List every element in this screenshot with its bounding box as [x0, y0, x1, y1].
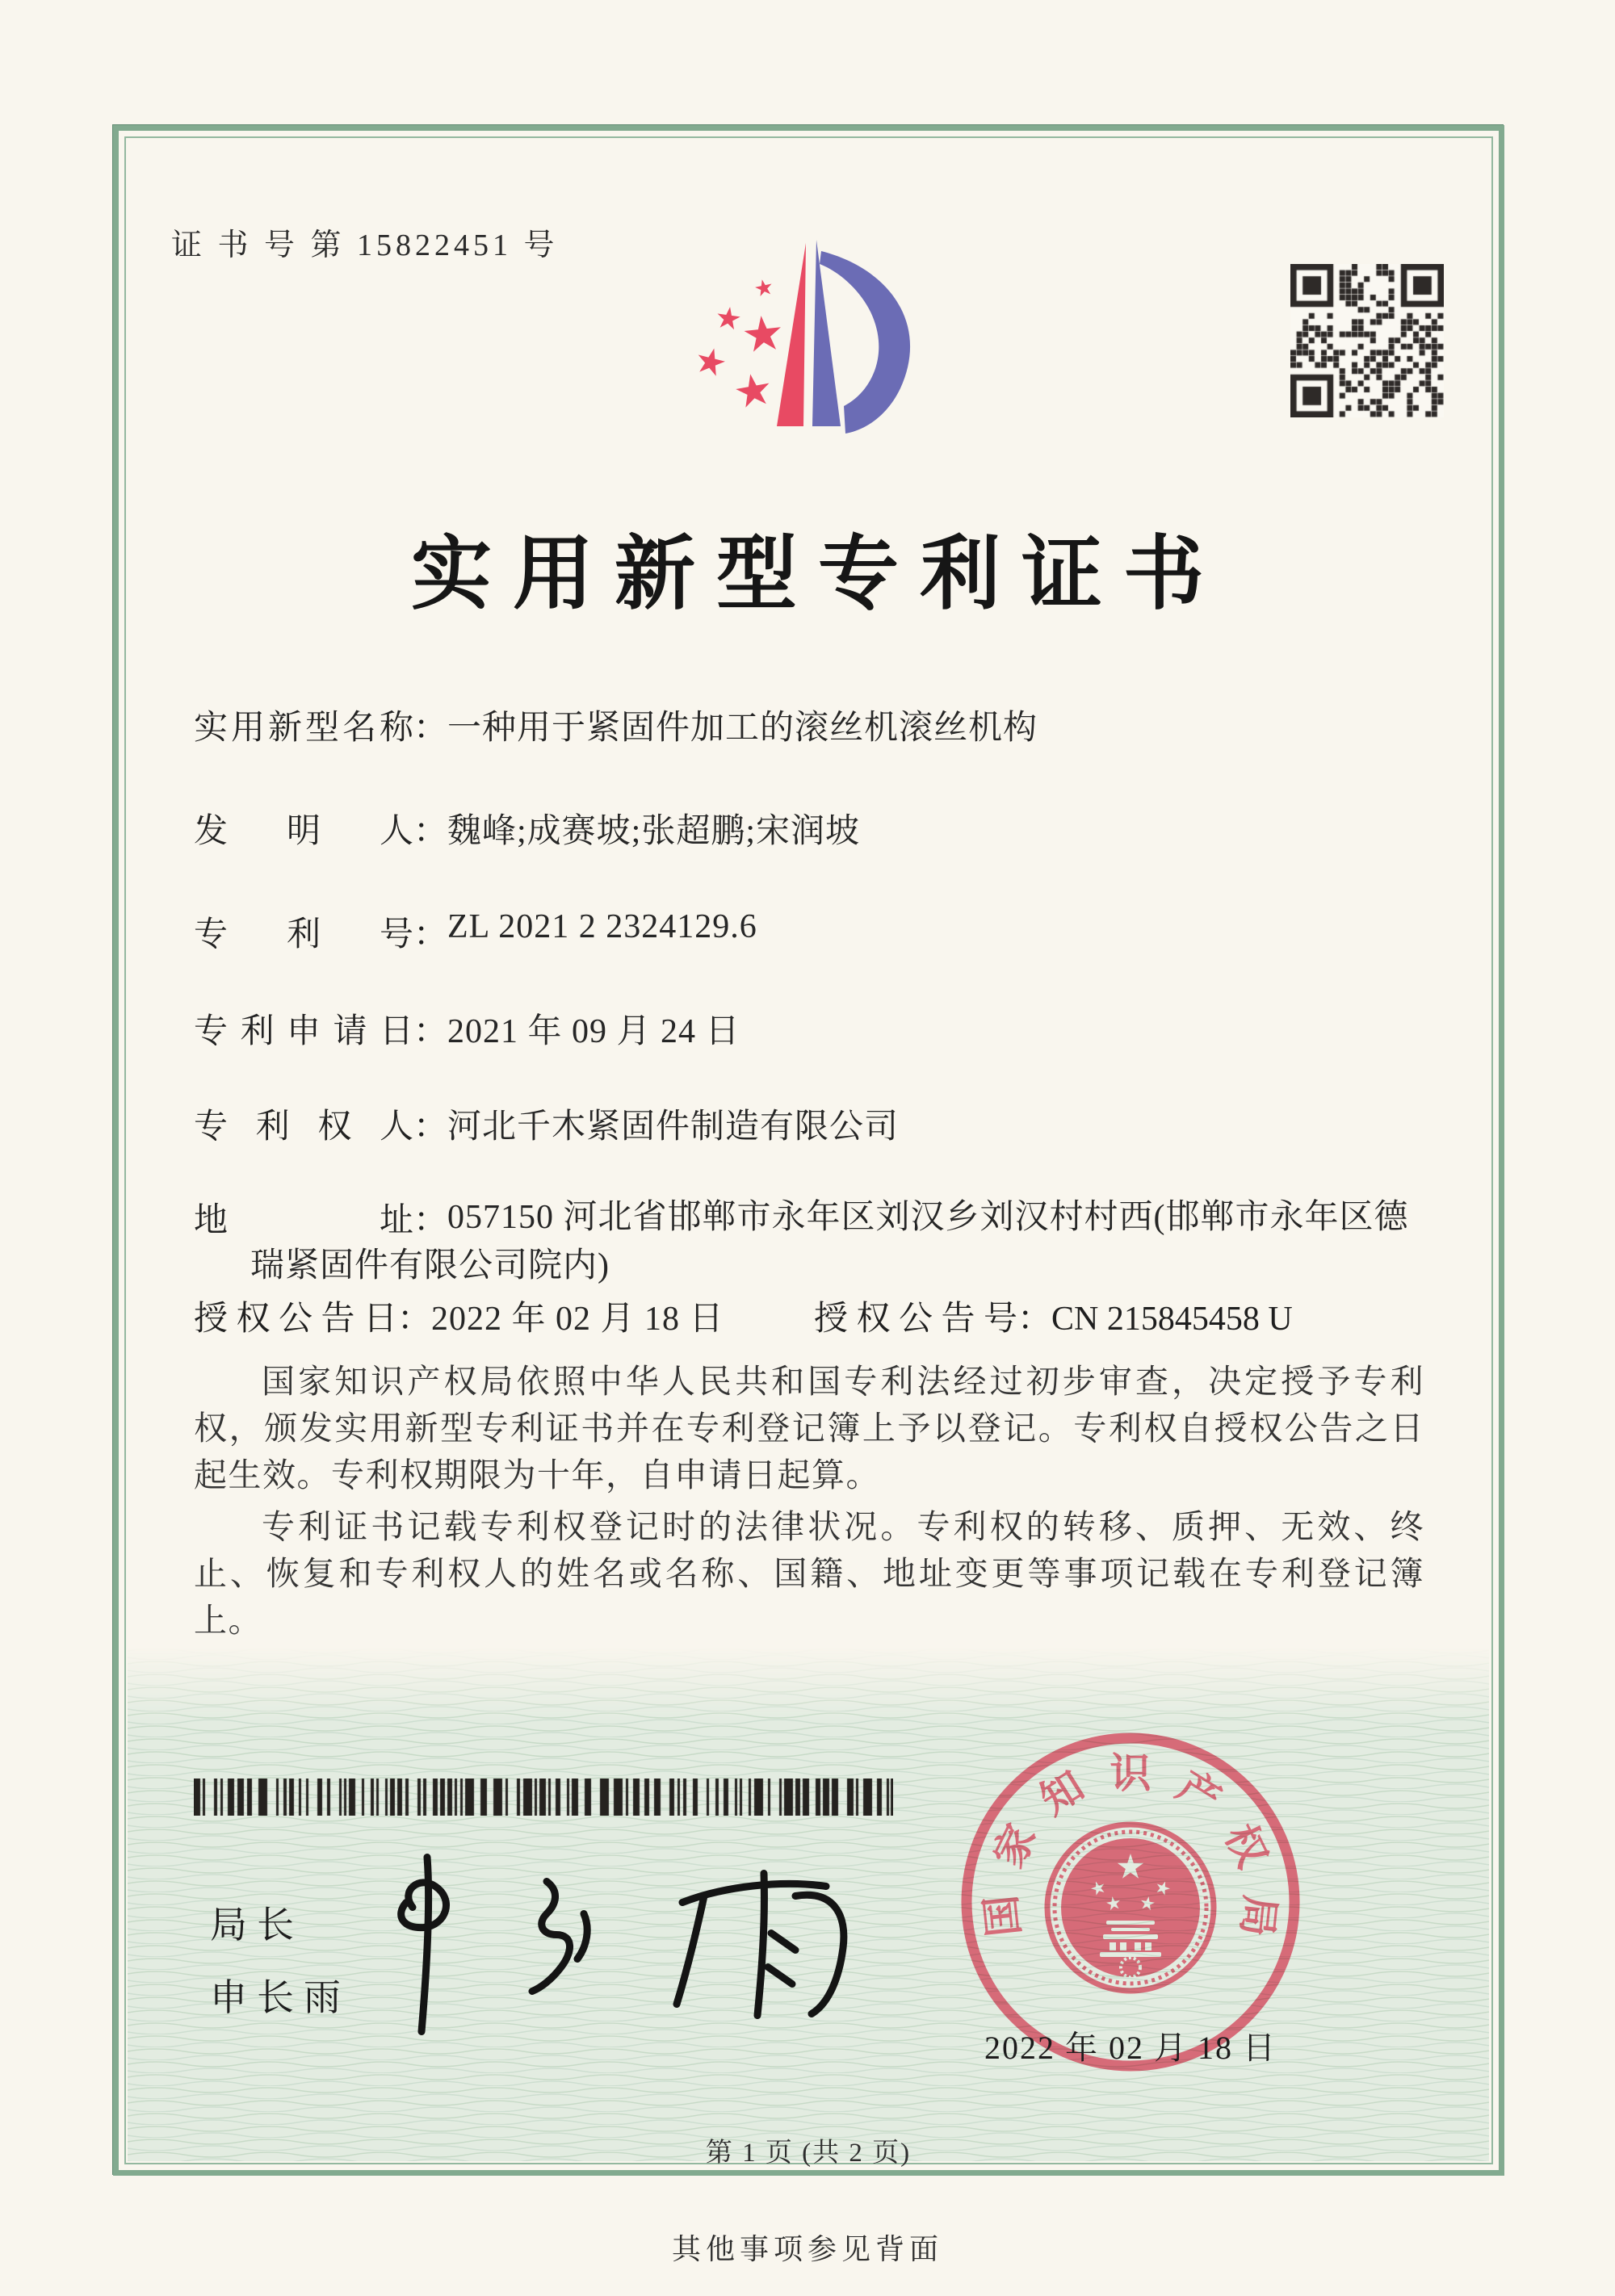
- field-label: 专利号: [194, 916, 413, 953]
- svg-text:国: 国: [979, 1892, 1029, 1939]
- svg-text:权: 权: [1215, 1817, 1275, 1875]
- back-note: 其他事项参见背面: [671, 2233, 943, 2265]
- field-value: 2021 年 09 月 24 日: [447, 1013, 740, 1050]
- seal-date: 2022 年 02 月 18 日: [984, 2030, 1277, 2066]
- field-row-grant-no: 授权公告号：CN 215845458 U: [814, 1292, 1293, 1340]
- national-emblem: [1047, 1825, 1214, 1991]
- field-row-name: 实用新型名称：一种用于紧固件加工的滚丝机滚丝机构: [194, 701, 1038, 749]
- field-value: 一种用于紧固件加工的滚丝机滚丝机构: [447, 710, 1038, 747]
- legal-paragraph: 专利证书记载专利权登记时的法律状况。专利权的转移、质押、无效、终止、恢复和专利权人的姓名或名称、国籍、地址变更等事项记载在专利登记簿上。: [194, 1508, 1424, 1639]
- field-label: 专利申请日: [194, 1013, 413, 1050]
- svg-text:产: 产: [1168, 1763, 1228, 1825]
- certificate-number: 证 书 号 第 15822451 号: [171, 228, 559, 262]
- field-value: 魏峰;成赛坡;张超鹏;宋润坡: [447, 813, 861, 850]
- field-value: 河北千木紧固件制造有限公司: [447, 1108, 900, 1146]
- cnipa-logo-icon: [682, 230, 949, 440]
- official-seal: [960, 1732, 1301, 2072]
- certificate-title: 实用新型专利证书: [411, 530, 1225, 619]
- director-signature-icon: [343, 1842, 868, 2040]
- svg-text:知: 知: [1033, 1763, 1093, 1825]
- field-value: CN 215845458 U: [1051, 1301, 1293, 1338]
- page-number: 第 1 页 (共 2 页): [705, 2139, 912, 2168]
- svg-text:家: 家: [986, 1817, 1046, 1875]
- field-value: 2022 年 02 月 18 日: [431, 1301, 724, 1338]
- svg-text:局: 局: [1232, 1892, 1282, 1939]
- field-label: 专利权人: [194, 1108, 413, 1146]
- director-title: 局长: [210, 1904, 304, 1946]
- field-label: 授权公告日: [194, 1301, 397, 1338]
- qr-code: [1290, 264, 1444, 417]
- field-label: 地址: [194, 1202, 413, 1239]
- field-label: 实用新型名称: [194, 710, 413, 747]
- svg-text:识: 识: [1110, 1752, 1151, 1797]
- field-value: ZL 2021 2 2324129.6: [447, 908, 757, 945]
- field-row-inventors: 发明人：魏峰;成赛坡;张超鹏;宋润坡: [194, 804, 860, 853]
- legal-text: [194, 1358, 1424, 1644]
- field-value-address: 057150 河北省邯郸市永年区刘汉乡刘汉村村西(邯郸市永年区德瑞紧固件有限公司院内): [250, 1199, 1409, 1284]
- field-row-filing-date: 专利申请日：2021 年 09 月 24 日: [194, 1004, 740, 1053]
- director-name: 申长雨: [210, 1976, 350, 2018]
- field-label: 发明人: [194, 813, 413, 850]
- legal-paragraph: 国家知识产权局依照中华人民共和国专利法经过初步审查，决定授予专利权，颁发实用新型专利证书并在专利登记簿上予以登记。专利权自授权公告之日起生效。专利权期限为十年，自申请日起算。: [194, 1363, 1424, 1494]
- field-label: 授权公告号: [814, 1301, 1017, 1338]
- field-row-patentee: 专利权人：河北千木紧固件制造有限公司: [194, 1100, 899, 1148]
- field-row-grant-date: 授权公告日：2022 年 02 月 18 日: [194, 1292, 724, 1340]
- field-row-address: 地址：: [194, 1193, 447, 1242]
- field-row-patent-no: 专利号：ZL 2021 2 2324129.6: [194, 907, 757, 956]
- barcode: [194, 1779, 893, 1816]
